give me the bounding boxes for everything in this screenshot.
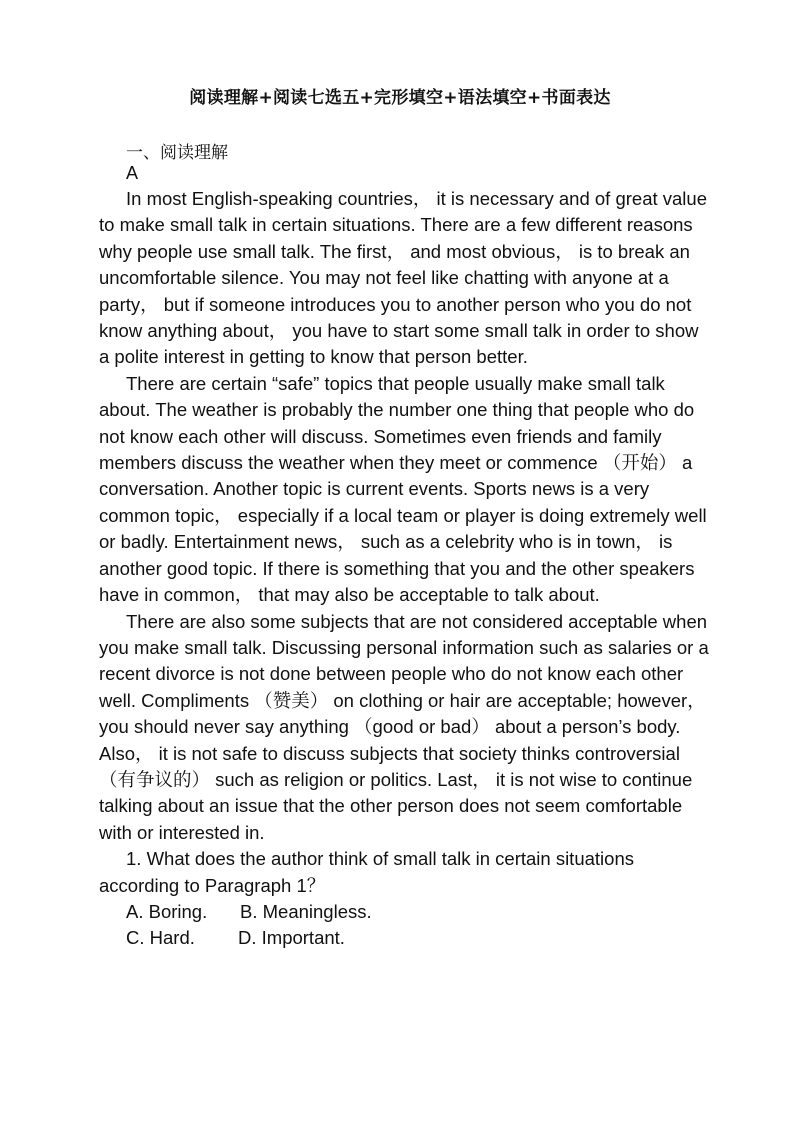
paragraph-2: There are certain “safe” topics that people usually make small talk about. The weather is probably the number one thing that people who do not know each other will discuss. Sometimes even friends and family members discuss the weather when they meet or commence （开始） a conversation. Another topic is current events. Sports news is a very common topic， especially if a local team or player is doing extremely well or badly. Entertainment news， such as a celebrity who is in town， is another good topic. If there is something that you and the other speakers have in common， that may also be acceptable to talk about. (99, 372, 707, 606)
paragraph-3: There are also some subjects that are not considered acceptable when you make small talk. Discussing personal information such as salaries or a recent divorce is not done between people who do not know each other well. Compliments （赞美） on clothing or hair are acceptable; however， you should never say anything （good or bad） about a person’s body. Also， it is not safe to discuss subjects that society thinks controversial （有争议的） such as religion or politics. Last， it is not wise to continue talking about an issue that the other person does not seem comfortable with or interested in. (99, 610, 709, 843)
question-1: 1. What does the author think of small talk in certain situations according to Paragraph 1？ (99, 848, 634, 896)
option-d: D. Important. (238, 927, 345, 949)
option-c: C. Hard. (126, 927, 195, 949)
passage-label: A (126, 163, 139, 183)
option-a: A. Boring. (126, 900, 208, 922)
option-b: B. Meaningless. (240, 900, 372, 922)
section-heading: 一、阅读理解 (126, 143, 228, 163)
document-title: 阅读理解+阅读七选五+完形填空+语法填空+书面表达 (189, 88, 611, 108)
paragraph-1: In most English-speaking countries， it is necessary and of great value to make small talk in certain situations. There are a few different reasons why people use small talk. The first， and most obvious， is to break an uncomfortable silence. You may not feel like chatting with anyone at a party， but if someone introduces you to another person who you do not know anything about， you have to start some small talk in order to show a polite interest in getting to know that person better. (99, 188, 707, 368)
options-row-1 (99, 899, 709, 925)
passage-body (99, 186, 709, 952)
options-row-2 (99, 925, 709, 951)
